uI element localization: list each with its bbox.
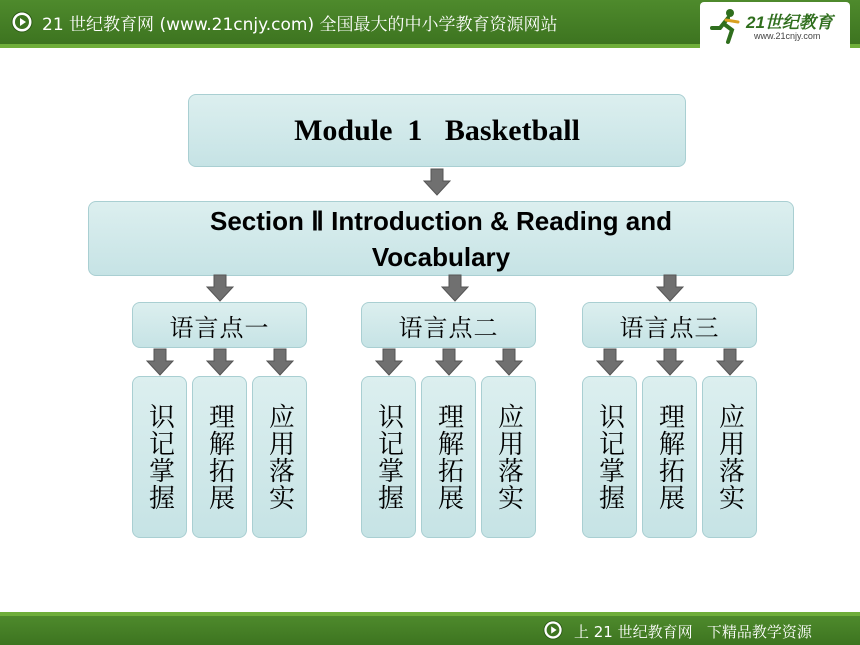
play-circle-icon[interactable] xyxy=(543,620,563,640)
down-arrow-icon xyxy=(656,274,684,302)
language-point-1-box: 语言点一 xyxy=(132,302,307,348)
point-3-item-2: 理解拓展 xyxy=(642,376,697,538)
point-2-item-1: 识记掌握 xyxy=(361,376,416,538)
down-arrow-icon xyxy=(596,348,624,376)
point-1-item-1: 识记掌握 xyxy=(132,376,187,538)
down-arrow-icon xyxy=(441,274,469,302)
down-arrow-icon xyxy=(656,348,684,376)
section-title-box: Section Ⅱ Introduction & Reading and Vocabulary xyxy=(88,201,794,276)
down-arrow-icon xyxy=(716,348,744,376)
logo-text: 21世纪教育 xyxy=(746,13,833,32)
point-3-item-3: 应用落实 xyxy=(702,376,757,538)
point-3-item-1: 识记掌握 xyxy=(582,376,637,538)
down-arrow-icon xyxy=(435,348,463,376)
down-arrow-icon xyxy=(146,348,174,376)
down-arrow-icon xyxy=(266,348,294,376)
runner-logo-icon xyxy=(706,6,746,46)
point-1-item-3: 应用落实 xyxy=(252,376,307,538)
language-point-2-box: 语言点二 xyxy=(361,302,536,348)
down-arrow-icon xyxy=(375,348,403,376)
down-arrow-icon xyxy=(495,348,523,376)
down-arrow-icon xyxy=(206,348,234,376)
logo-url: www.21cnjy.com xyxy=(754,31,821,41)
language-point-3-box: 语言点三 xyxy=(582,302,757,348)
point-2-item-3: 应用落实 xyxy=(481,376,536,538)
site-logo[interactable] xyxy=(700,2,850,50)
module-title-box: Module 1 Basketball xyxy=(188,94,686,167)
site-banner-text: 21 世纪教育网 (www.21cnjy.com) 全国最大的中小学教育资源网站 xyxy=(42,15,558,35)
down-arrow-icon xyxy=(423,168,451,196)
point-2-item-2: 理解拓展 xyxy=(421,376,476,538)
play-circle-icon[interactable] xyxy=(11,11,33,33)
footer-text: 上 21 世纪教育网 下精品教学资源 xyxy=(574,623,812,641)
point-1-item-2: 理解拓展 xyxy=(192,376,247,538)
down-arrow-icon xyxy=(206,274,234,302)
